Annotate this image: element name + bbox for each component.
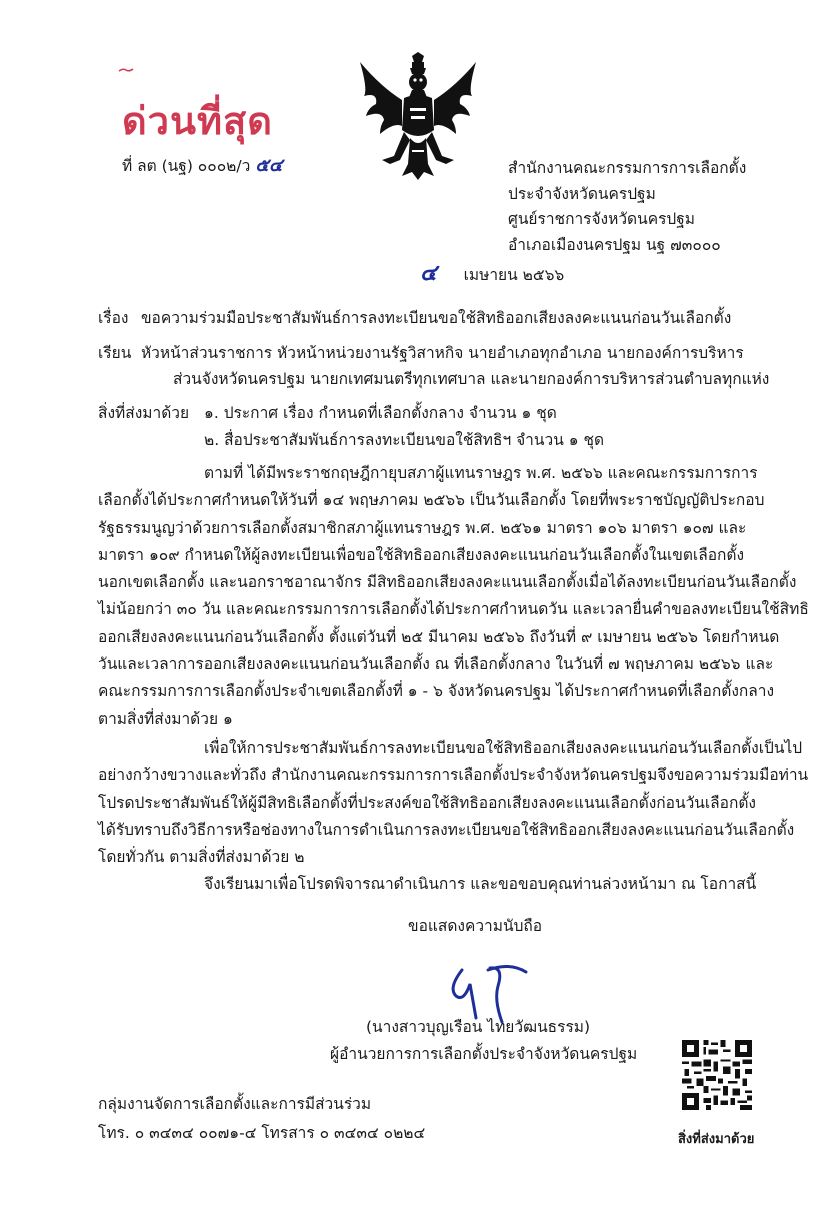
doc-ref-prefix: ที่ ลต (นฐ) ๐๐๐๒/ว (122, 157, 251, 175)
recipient-line-2: ส่วนจังหวัดนครปฐม นายกเทศมนตรีทุกเทศบาล และนายกองค์การบริหารส่วนตำบลทุกแห่ง (173, 370, 770, 388)
garuda-emblem-icon (354, 52, 482, 182)
date-month-year: เมษายน ๒๕๖๖ (463, 266, 565, 284)
qr-code-icon (682, 1040, 752, 1110)
recipient-line-1: หัวหน้าส่วนราชการ หัวหน้าหน่วยงานรัฐวิสาหกิจ นายอำเภอทุกอำเภอ นายกองค์การบริหาร (140, 344, 744, 362)
body-line: นอกเขตเลือกตั้ง และนอกราชอาณาจักร มีสิทธิออกเสียงลงคะแนนเลือกตั้งเมื่อได้ลงทะเบียนก่อนวันเลือกตั้ง (98, 573, 797, 592)
doc-ref-number: ๕๔ (255, 155, 283, 176)
signer-name: (นางสาวบุญเรือน ไทยวัฒนธรรม) (366, 1018, 591, 1036)
subject-label: เรื่อง (98, 309, 129, 327)
body-paragraph-1 (98, 460, 809, 733)
sender-line: สำนักงานคณะกรรมการการเลือกตั้ง (508, 159, 747, 177)
body-line: ตามที่ ได้มีพระราชกฤษฎีกายุบสภาผู้แทนราษฎร พ.ศ. ๒๕๖๖ และคณะกรรมการการ (204, 464, 758, 482)
body-line: เพื่อให้การประชาสัมพันธ์การลงทะเบียนขอใช้สิทธิออกเสียงลงคะแนนก่อนวันเลือกตั้งเป็นไป (204, 739, 803, 757)
recipient-label: เรียน (98, 344, 132, 362)
enclosure-label: สิ่งที่ส่งมาด้วย (98, 404, 190, 422)
body-line: คณะกรรมการการเลือกตั้งประจำเขตเลือกตั้งที่ ๑ - ๖ จังหวัดนครปฐม ได้ประกาศกำหนดที่เลือกตั้งกลาง (98, 682, 775, 701)
body-line: เลือกตั้งได้ประกาศกำหนดให้วันที่ ๑๔ พฤษภาคม ๒๕๖๖ เป็นวันเลือกตั้ง โดยที่พระราชบัญญัติประกอบ (98, 491, 765, 510)
sender-line: ศูนย์ราชการจังหวัดนครปฐม (508, 210, 696, 228)
body-line: ได้รับทราบถึงวิธีการหรือช่องทางในการดำเนินการลงทะเบียนขอใช้สิทธิออกเสียงลงคะแนนก่อนวันเลือกตั้ง (98, 820, 795, 839)
subject-text: ขอความร่วมมือประชาสัมพันธ์การลงทะเบียนขอใช้สิทธิออกเสียงลงคะแนนก่อนวันเลือกตั้ง (140, 309, 732, 327)
document-reference (122, 155, 283, 177)
body-line: รัฐธรรมนูญว่าด้วยการเลือกตั้งสมาชิกสภาผู้แทนราษฎร พ.ศ. ๒๕๖๑ มาตรา ๑๐๖ มาตรา ๑๐๗ และ (98, 518, 747, 537)
enclosure-item-1: ๑. ประกาศ เรื่อง กำหนดที่เลือกตั้งกลาง จำนวน ๑ ชุด (204, 404, 557, 422)
body-line: ตามสิ่งที่ส่งมาด้วย ๑ (98, 709, 233, 728)
date-day: ๔ (420, 260, 437, 286)
signer-title: ผู้อำนวยการการเลือกตั้งประจำจังหวัดนครปฐม (330, 1045, 638, 1063)
body-line: อย่างกว้างขวางและทั่วถึง สำนักงานคณะกรรมการการเลือกตั้งประจำจังหวัดนครปฐมจึงขอความร่วมมือท่าน (98, 766, 809, 785)
body-line: โดยทั่วกัน ตามสิ่งที่ส่งมาด้วย ๒ (98, 848, 305, 867)
department-name: กลุ่มงานจัดการเลือกตั้งและการมีส่วนร่วม (98, 1095, 372, 1113)
contact-numbers: โทร. ๐ ๓๔๓๔ ๐๐๗๑-๔ โทรสาร ๐ ๓๔๓๔ ๐๒๒๔ (98, 1124, 426, 1142)
urgent-stamp: ด่วนที่สุด (122, 98, 273, 143)
closing-request: จึงเรียนมาเพื่อโปรดพิจารณาดำเนินการ และขอขอบคุณท่านล่วงหน้ามา ณ โอกาสนี้ (204, 875, 757, 893)
recipient-row (98, 342, 744, 364)
body-line: วันและเวลาการออกเสียงลงคะแนนก่อนวันเลือกตั้ง ณ ที่เลือกตั้งกลาง ในวันที่ ๗ พฤษภาคม ๒๕๖๖ และ (98, 655, 774, 674)
sender-address (508, 156, 746, 258)
subject-row (98, 307, 731, 329)
sender-line: ประจำจังหวัดนครปฐม (508, 184, 656, 203)
body-line: ออกเสียงลงคะแนนก่อนวันเลือกตั้ง ตั้งแต่วันที่ ๒๕ มีนาคม ๒๕๖๖ ถึงวันที่ ๙ เมษายน ๒๕๖๖ โดยกำหนด (98, 627, 780, 646)
sender-line: อำเภอเมืองนครปฐม นฐ ๗๓๐๐๐ (508, 235, 721, 254)
document-date (420, 262, 564, 286)
body-line: ไม่น้อยกว่า ๓๐ วัน และคณะกรรมการการเลือกตั้งได้ประกาศกำหนดวัน และเวลายื่นคำขอลงทะเบียนใช้สิทธิ (98, 600, 809, 619)
body-line: มาตรา ๑๐๙ กำหนดให้ผู้ลงทะเบียนเพื่อขอใช้สิทธิออกเสียงลงคะแนนก่อนวันเลือกตั้งในเขตเลือกตั้ง (98, 545, 745, 564)
closing-salutation: ขอแสดงความนับถือ (408, 917, 543, 935)
qr-caption: สิ่งที่ส่งมาด้วย (678, 1132, 755, 1147)
enclosure-item-2: ๒. สื่อประชาสัมพันธ์การลงทะเบียนขอใช้สิทธิฯ จำนวน ๑ ชุด (204, 431, 605, 449)
body-paragraph-2 (98, 735, 809, 871)
body-line: โปรดประชาสัมพันธ์ให้ผู้มีสิทธิเลือกตั้งที่ประสงค์ขอใช้สิทธิออกเสียงลงคะแนนเลือกตั้งก่อนวันเลือกตั้ง (98, 793, 756, 812)
pen-mark-icon (118, 66, 134, 74)
